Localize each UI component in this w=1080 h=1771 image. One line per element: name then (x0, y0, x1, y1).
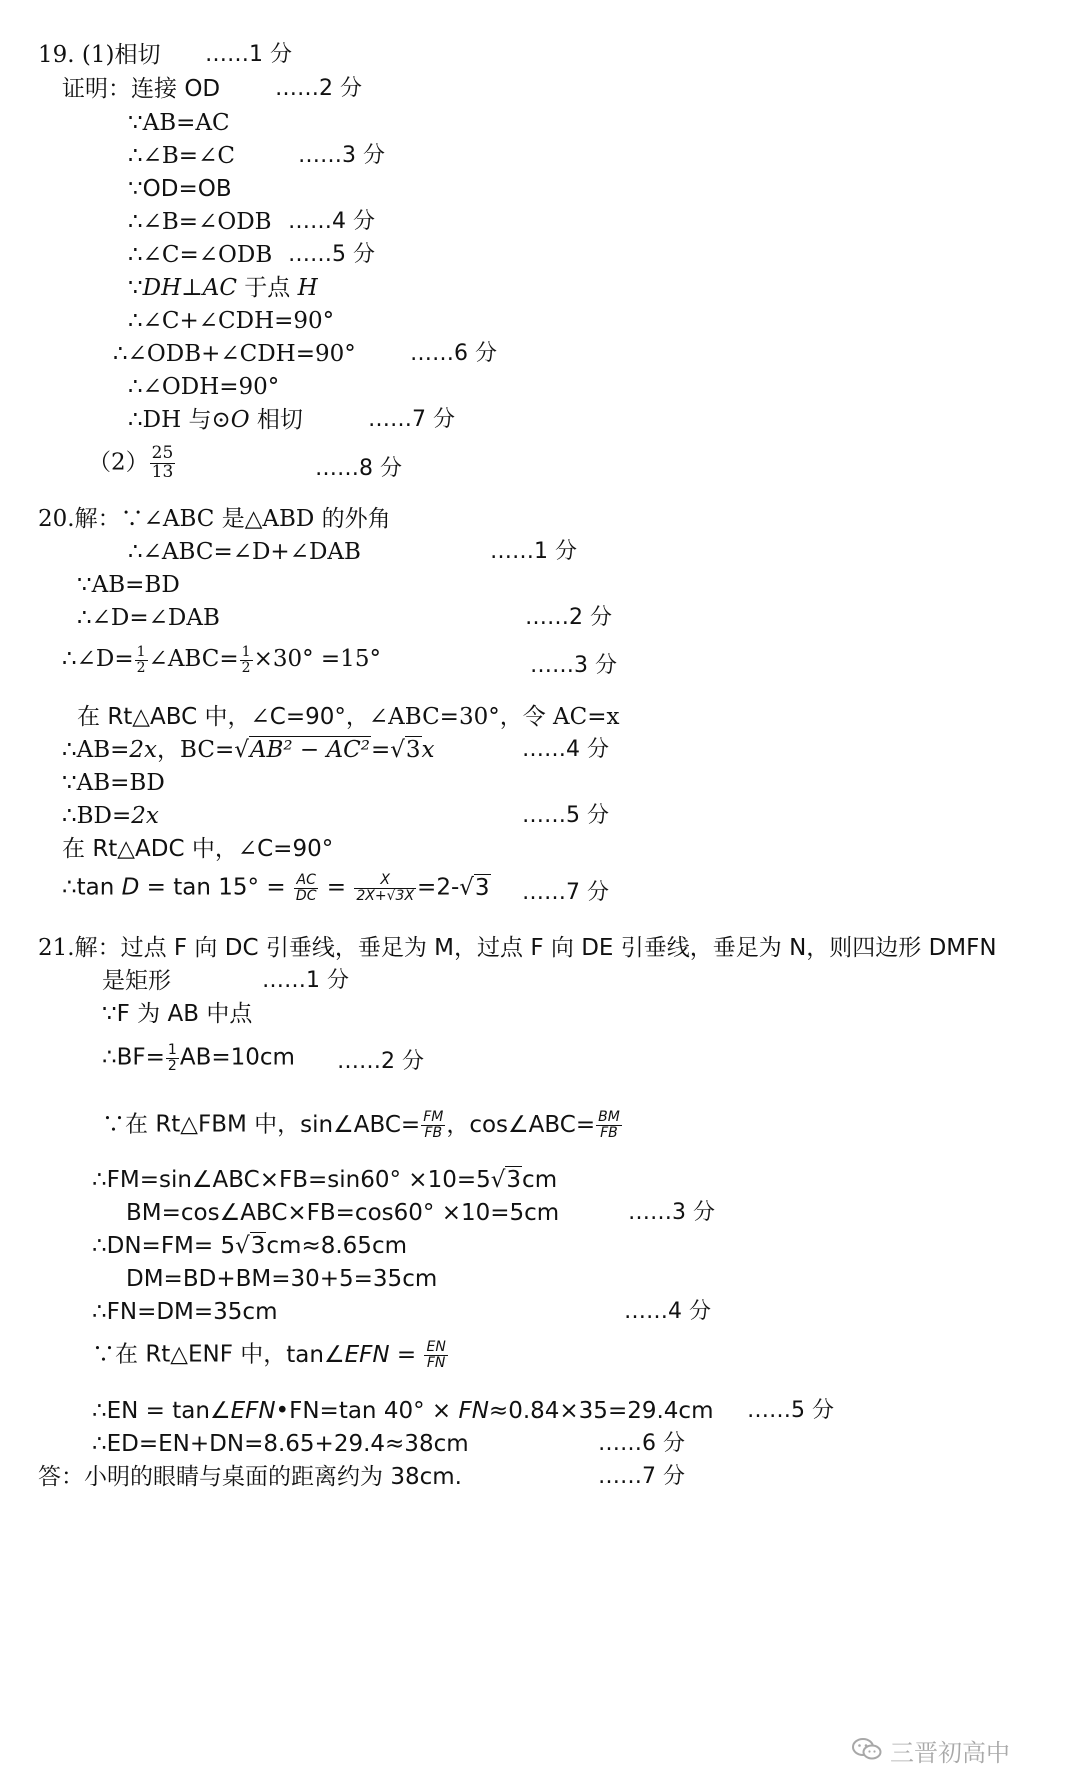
wechat-icon (852, 1737, 882, 1767)
score: ……5 分 (288, 242, 375, 267)
p21-step: ∴FN=DM=35cm (92, 1299, 278, 1325)
score: ……3 分 (628, 1200, 715, 1225)
p21-step: ∴FM=sin∠ABC×FB=sin60° ×10=5√3cm (92, 1167, 558, 1193)
p20-step: ∴tan D = tan 15° = $\frac{AC}{DC}$ = $\frac{X}{2X+√3X}$ =2-√3 (62, 872, 490, 904)
p20-step: ∴AB=2x，BC=√AB² − AC²=√3x (62, 737, 435, 763)
score: ……5 分 (522, 803, 609, 828)
score: ……1 分 (490, 539, 577, 564)
watermark (852, 1733, 1010, 1768)
score: ……2 分 (275, 76, 362, 101)
p21-step: ∴ED=EN+DN=8.65+29.4≈38cm (92, 1431, 469, 1457)
watermark-text: 三晋初高中 (890, 1739, 1010, 1767)
p19-title: 19. (1)相切 (38, 42, 161, 68)
fraction: $\frac{1}{2}$ (241, 644, 251, 676)
p19-step: ∴∠ODH=90° (128, 374, 280, 400)
p19-step: ∵AB=AC (128, 110, 230, 136)
score: ……3 分 (530, 653, 617, 678)
p19-step: ∴∠C+∠CDH=90° (128, 308, 335, 334)
p20-step: 在 Rt△ADC 中，∠C=90° (62, 836, 334, 862)
score: ……3 分 (298, 143, 385, 168)
p19-step: ∴∠C=∠ODB (128, 242, 273, 268)
score: ……5 分 (747, 1398, 834, 1423)
fraction: $\frac{BM}{FB}$ (598, 1109, 620, 1141)
p20-step: 在 Rt△ABC 中，∠C=90°，∠ABC=30°，令 AC=x (77, 704, 620, 730)
p19-step: ∴DH 与⊙O 相切 (128, 407, 303, 433)
p19-step: ∴∠B=∠C (128, 143, 235, 169)
fraction: $\frac{AC}{DC}$ (295, 872, 317, 904)
score: ……1 分 (205, 42, 292, 67)
p21-step: DM=BD+BM=30+5=35cm (126, 1266, 438, 1292)
p20-step: ∴∠D=∠DAB (77, 605, 220, 631)
p21-step: BM=cos∠ABC×FB=cos60° ×10=5cm (126, 1200, 560, 1226)
p20-step: ∵AB=BD (62, 770, 165, 796)
score: ……4 分 (522, 737, 609, 762)
p21-step: ∴DN=FM= 5√3cm≈8.65cm (92, 1233, 407, 1259)
p21-answer: 答：小明的眼睛与桌面的距离约为 38cm. (38, 1464, 462, 1490)
score: ……2 分 (525, 605, 612, 630)
fraction: $\frac{25}{13}$ (151, 443, 174, 482)
fraction: $\frac{X}{2X+√3X}$ (356, 872, 415, 904)
score: ……7 分 (598, 1464, 685, 1489)
fraction: $\frac{1}{2}$ (136, 644, 146, 676)
p21-step: ∴EN = tan∠EFN•FN=tan 40° × FN≈0.84×35=29.4cm (92, 1398, 714, 1424)
score: ……2 分 (337, 1049, 424, 1074)
p21-title-cont: 是矩形 (102, 968, 171, 994)
p19-part2: （2） $\frac{25}{13}$ (88, 443, 174, 482)
p20-title: 20.解：∵∠ABC 是△ABD 的外角 (38, 506, 391, 532)
p20-step: ∴BD=2x (62, 803, 159, 829)
fraction: $\frac{1}{2}$ (167, 1042, 177, 1074)
p21-step: ∵F 为 AB 中点 (102, 1001, 253, 1027)
p21-step: ∵在 Rt△FBM 中，sin∠ABC= $\frac{FM}{FB}$ ，cos∠ABC= $\frac{BM}{FB}$ (102, 1109, 620, 1141)
score: ……1 分 (262, 968, 349, 993)
score: ……4 分 (624, 1299, 711, 1324)
p20-step: ∵AB=BD (77, 572, 180, 598)
score: ……8 分 (315, 456, 402, 481)
score: ……4 分 (288, 209, 375, 234)
p19-step: ∵DH⊥AC 于点 H (128, 275, 318, 301)
p21-step: ∴BF= $\frac{1}{2}$ AB=10cm (102, 1042, 295, 1074)
p20-step: ∴∠D= $\frac{1}{2}$ ∠ABC= $\frac{1}{2}$ ×30° =15° (62, 644, 381, 676)
p21-title: 21.解：过点 F 向 DC 引垂线，垂足为 M，过点 F 向 DE 引垂线，垂足为 N，则四边形 DMFN (38, 935, 997, 961)
p19-proof-start: 证明：连接 OD (62, 76, 221, 102)
score: ……7 分 (368, 407, 455, 432)
score: ……6 分 (410, 341, 497, 366)
fraction: $\frac{FM}{FB}$ (423, 1109, 444, 1141)
score: ……6 分 (598, 1431, 685, 1456)
p20-step: ∴∠ABC=∠D+∠DAB (128, 539, 361, 565)
p21-step: ∵在 Rt△ENF 中，tan∠EFN = $\frac{EN}{FN}$ (92, 1339, 446, 1371)
p19-step: ∴∠ODB+∠CDH=90° (113, 341, 356, 367)
p19-step: ∵OD=OB (128, 176, 232, 202)
p19-step: ∴∠B=∠ODB (128, 209, 272, 235)
fraction: $\frac{EN}{FN}$ (426, 1339, 446, 1371)
score: ……7 分 (522, 880, 609, 905)
